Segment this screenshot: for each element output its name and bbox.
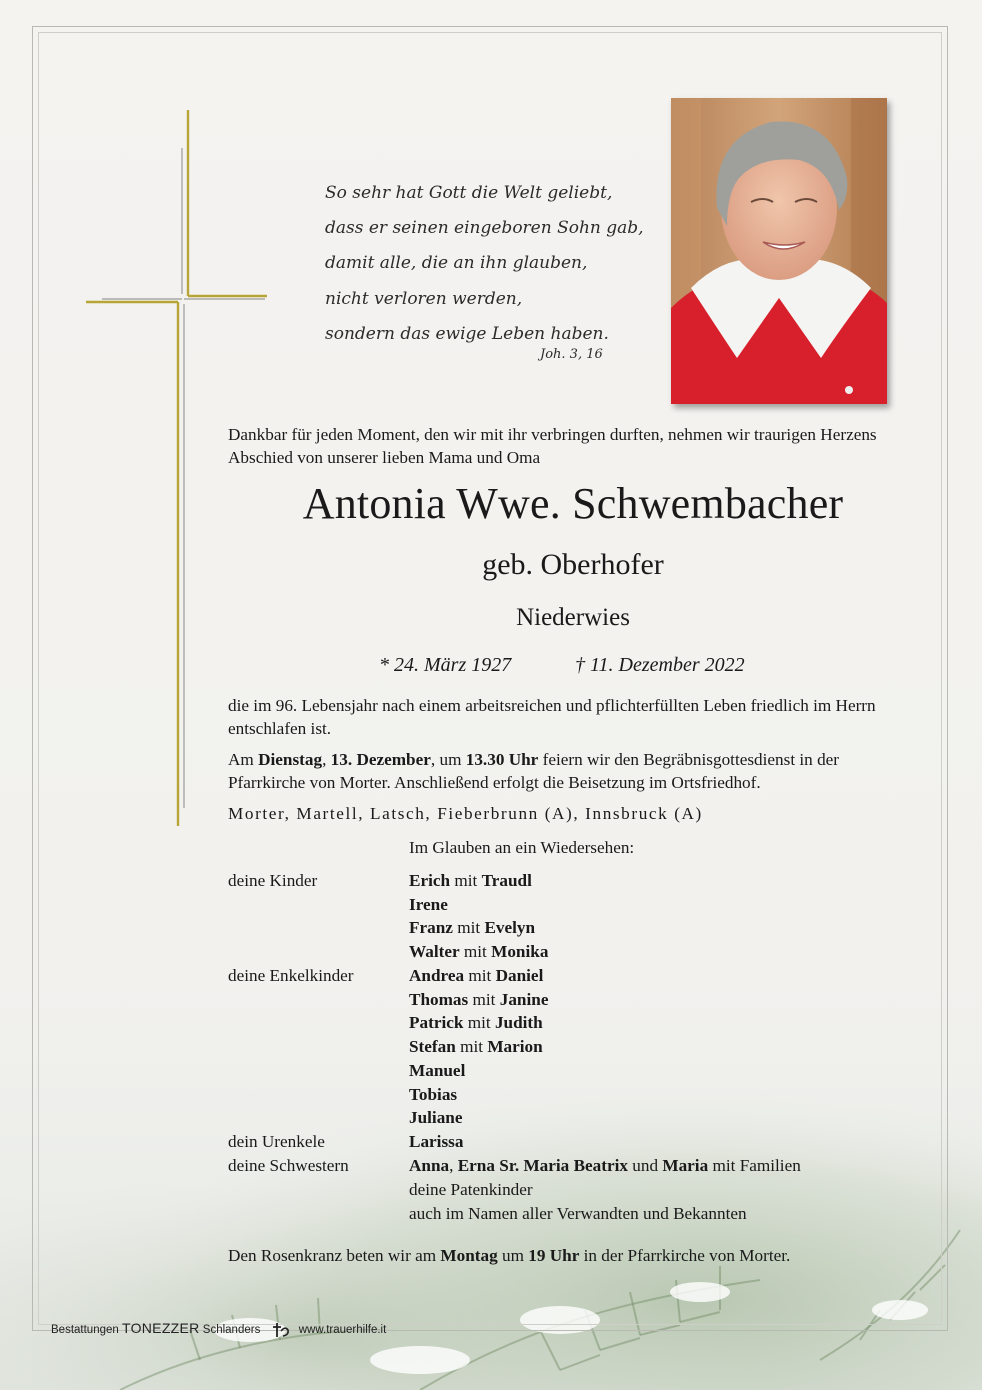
mourner-row (228, 918, 918, 942)
service-um: , um (430, 750, 462, 769)
mourner-row (228, 1180, 918, 1204)
passing-paragraph: die im 96. Lebensjahr nach einem arbeitsreichen und pflichterfüllten Leben friedlich im Herrn entschlafen ist. (228, 696, 876, 738)
service-am: Am (228, 750, 254, 769)
mourner-row (228, 1013, 918, 1037)
service-time: 13.30 Uhr (465, 750, 539, 769)
mourner-names: Erich mit Traudl (409, 871, 532, 890)
mourner-names: Juliane (409, 1108, 463, 1127)
intro-text: Dankbar für jeden Moment, den wir mit ihr verbringen durften, nehmen wir traurigen Herzens Abschied von unserer lieben Mama und Oma (228, 425, 877, 467)
home-place: Niederwies (516, 604, 630, 631)
mourner-label: deine Schwestern (228, 1156, 349, 1175)
mourner-row (228, 1085, 918, 1109)
mourner-row (228, 871, 918, 895)
rosary-line: Den Rosenkranz beten wir am Montag um 19 Uhr in der Pfarrkirche von Morter. (228, 1246, 791, 1265)
mourner-names: Stefan mit Marion (409, 1037, 543, 1056)
faith-line: Im Glauben an ein Wiedersehen: (409, 838, 635, 857)
portrait-photo (671, 98, 887, 404)
mourner-names: Tobias (409, 1085, 458, 1104)
mourner-row (228, 1204, 918, 1228)
mourner-row (228, 895, 918, 919)
mourner-row (228, 1156, 918, 1180)
service-day: Dienstag (258, 750, 323, 769)
birth-date: * 24. März 1927 (379, 654, 512, 676)
mourner-row (228, 966, 918, 990)
godchildren-line: deine Patenkinder (409, 1180, 533, 1199)
relatives-line: auch im Namen aller Verwandten und Bekannten (409, 1204, 747, 1223)
mourning-places: Morter, Martell, Latsch, Fieberbrunn (A), Innsbruck (A) (228, 804, 703, 823)
verse-line: nicht verloren werden, (325, 288, 523, 309)
mourner-row (228, 990, 918, 1014)
verse-line: sondern das ewige Leben haben. (325, 323, 609, 344)
service-date: 13. Dezember (330, 750, 431, 769)
service-paragraph (228, 749, 918, 794)
mourner-label: dein Urenkele (228, 1132, 325, 1151)
mourner-row (228, 1132, 918, 1156)
trauerhilfe-logo-icon (272, 1322, 290, 1338)
maiden-name: geb. Oberhofer (482, 548, 664, 581)
footer (51, 1320, 386, 1338)
mourner-names: Walter mit Monika (409, 942, 549, 961)
verse-line: damit alle, die an ihn glauben, (325, 253, 588, 274)
footer-brand: TONEZZER (121, 1320, 200, 1336)
mourner-names: Manuel (409, 1061, 466, 1080)
verse-line: dass er seinen eingeboren Sohn gab, (325, 218, 644, 239)
portrait-image (671, 98, 887, 404)
mourner-row (228, 1061, 918, 1085)
deceased-name: Antonia Wwe. Schwembacher (302, 479, 844, 528)
mourner-names: Larissa (409, 1132, 464, 1151)
mourner-names: Andrea mit Daniel (409, 966, 544, 985)
service-rest: feiern wir den Begräbnisgottesdienst in der Pfarrkirche von Morter. Anschließend erfolgt die Beisetzung im Ortsfriedhof. (228, 750, 840, 792)
mourner-names: Patrick mit Judith (409, 1013, 543, 1032)
mourner-label: deine Enkelkinder (228, 966, 354, 985)
service-sep: , (322, 750, 327, 769)
mourner-label: deine Kinder (228, 871, 318, 890)
mourner-row (228, 942, 918, 966)
mourner-row (228, 1108, 918, 1132)
mourner-names: Thomas mit Janine (409, 990, 549, 1009)
footer-prefix: Bestattungen (51, 1324, 119, 1336)
verse-line: So sehr hat Gott die Welt geliebt, (325, 183, 613, 203)
mourner-names: Irene (409, 895, 448, 914)
mourner-names: Anna, Erna Sr. Maria Beatrix und Maria mit Familien (409, 1156, 801, 1175)
mourner-row (228, 1037, 918, 1061)
footer-town: Schlanders (202, 1324, 261, 1336)
death-date: † 11. Dezember 2022 (575, 654, 745, 676)
footer-url[interactable]: www.trauerhilfe.it (298, 1324, 387, 1336)
verse-reference: Joh. 3, 16 (540, 347, 603, 362)
mourner-names: Franz mit Evelyn (409, 918, 536, 937)
bible-verse (325, 176, 644, 352)
